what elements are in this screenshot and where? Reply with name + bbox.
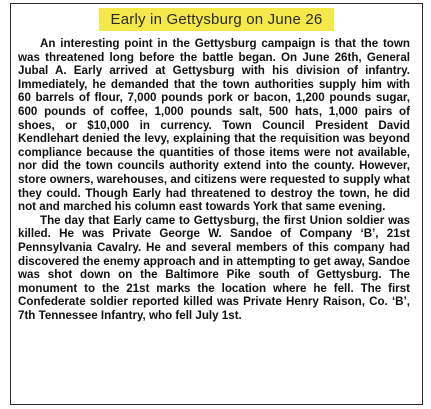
article-paragraph-2: The day that Early came to Gettysburg, the first Union soldier was killed. He was Private George W. Sandoe of Company ‘B’, 21st Pennsylvania Cavalry. He and several members of this company had discovered the enemy approach and in attempting to get away, Sandoe was shot down on the Baltimore Pike south of Gettysburg. The monument to the 21st marks the location where he fell. The first Confederate soldier reported killed was Private Henry Raison, Co. ‘B’, 7th Tennessee Infantry, who fell July 1st. [18,213,410,322]
article-headline: Early in Gettysburg on June 26 [99,8,335,31]
newspaper-clipping [10,3,423,405]
article-paragraph-1: An interesting point in the Gettysburg campaign is that the town was threatened long before the battle began. On June 26th, General Jubal A. Early arrived at Gettysburg with his division of infantry. Immediately, he demanded that the town authorities supply him with 60 barrels of flour, 7,000 pounds pork or bacon, 1,200 pounds sugar, 600 pounds of coffee, 1,000 pounds salt, 500 hats, 1,000 pairs of shoes, or $10,000 in currency. Town Council President David Kendlehart denied the levy, explaining that the requisition was beyond compliance because the quantities of those items were not available, nor did the town councils authority extend into the county. However, store owners, warehouses, and citizens were requested to supply what they could. Though Early had threatened to destroy the town, he did not and marched his column east towards York that same evening. [18,37,410,214]
headline-container [11,8,422,31]
article-body [18,37,410,322]
